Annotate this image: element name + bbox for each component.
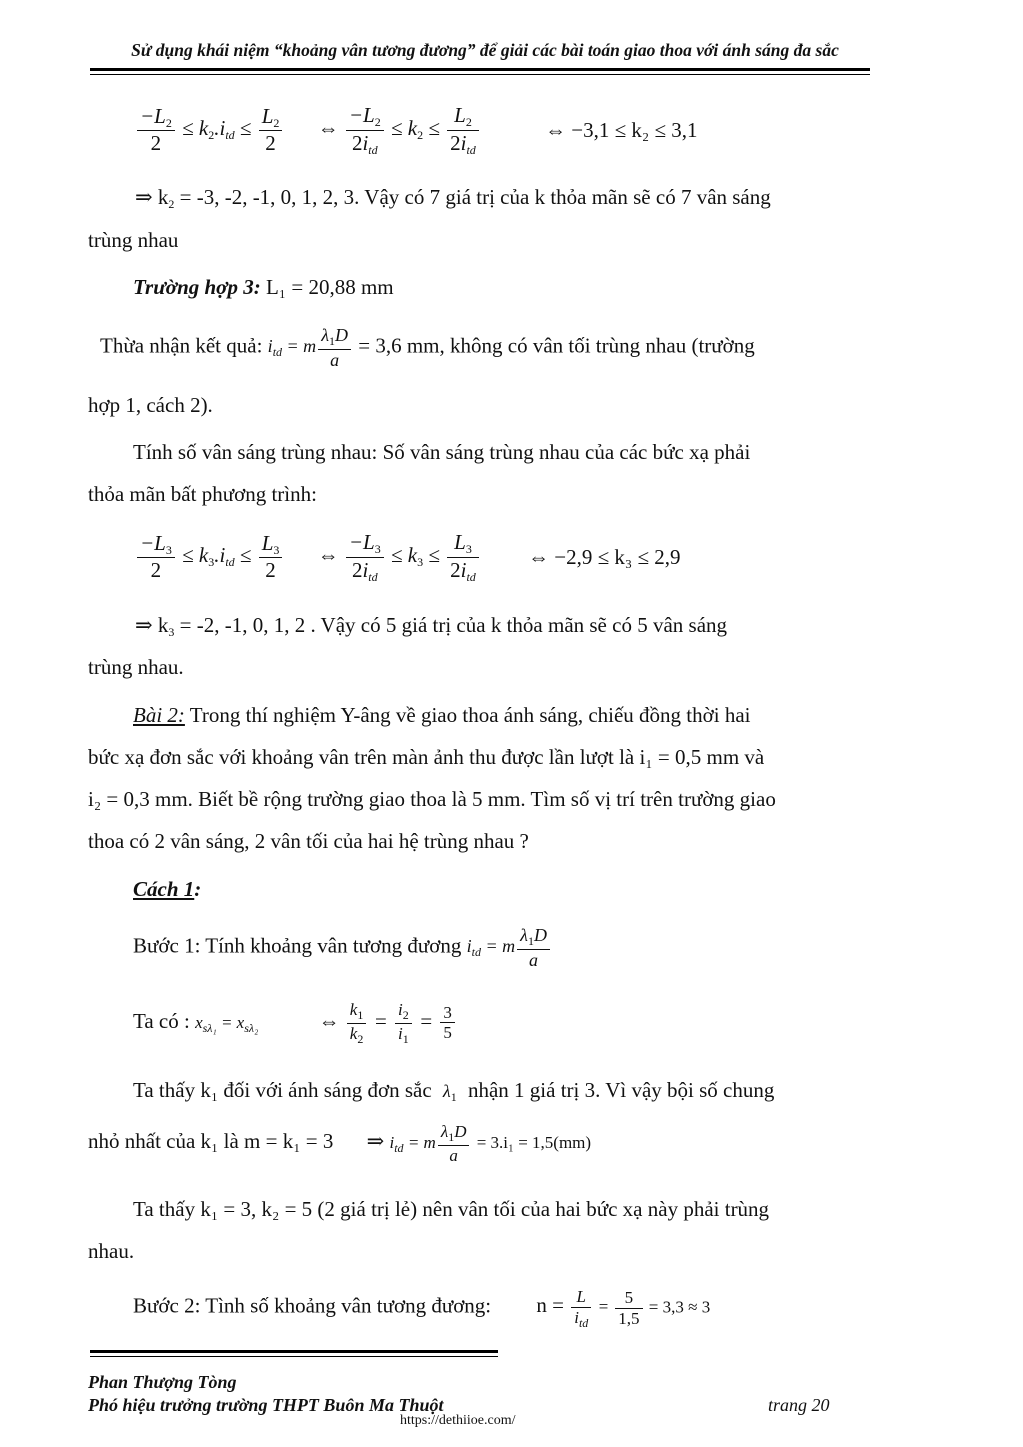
k2-values-cont: trùng nhau (88, 228, 179, 252)
header-rule-thin (90, 74, 870, 75)
step1-line: Bước 1: Tính khoảng vân tương đương $i_{td} = m$ $\frac{\lambda_1D}{a}$ (133, 925, 552, 971)
footer-url[interactable]: https://dethiioe.com/ (400, 1413, 516, 1428)
inequality-k3-result: ⇔ −2,9 ≤ k₃ ≤ 2,9 (528, 545, 681, 569)
k3-values-cont: trùng nhau. (88, 655, 184, 679)
bai2-line2: bức xạ đơn sắc với khoảng vân trên màn ảnh thu được lần lượt là i₁ = 0,5 mm và (88, 745, 765, 769)
footer-role: Phó hiệu trưởng trường THPT Buôn Ma Thuột (88, 1395, 444, 1415)
k-odd-line1: Ta thấy k₁ = 3, k₂ = 5 (2 giá trị lẻ) nên vân tối của hai bức xạ này phải trùng (133, 1197, 770, 1221)
footer-author: Phan Thượng Tòng (88, 1372, 237, 1392)
footer-rule-thick (90, 1350, 498, 1353)
page-header: Sử dụng khái niệm “khoảng vân tương đương” để giải các bài toán giao thoa với ánh sáng đa sắc (131, 40, 839, 60)
count-paragraph-line2: thỏa mãn bất phương trình: (88, 482, 317, 506)
bai2-line1: Bài 2: Trong thí nghiệm Y-âng về giao thoa ánh sáng, chiếu đồng thời hai (133, 703, 751, 727)
cach1-heading: Cách 1: (133, 877, 202, 901)
bai2-line4: thoa có 2 vân sáng, 2 vân tối của hai hệ trùng nhau ? (88, 829, 529, 853)
bai2-line3: i₂ = 0,3 mm. Biết bề rộng trường giao thoa là 5 mm. Tìm số vị trí trên trường giao (88, 787, 776, 811)
step2-line: Bước 2: Tình số khoảng vân tương đương: n = $\frac{L}{i_{td}}$ = $\frac{5}{1,5}$ = 3,3 ≈ 3 (133, 1287, 711, 1330)
see-k1-line1: Ta thấy k₁ đối với ánh sáng đơn sắc $\lambda_1$ nhận 1 giá trị 3. Vì vậy bội số chung (133, 1078, 775, 1104)
k2-values-line: ⇒ k2 = -3, -2, -1, 0, 1, 2, 3. Vậy có 7 giá trị của k thỏa mãn sẽ có 7 vân sáng (135, 185, 771, 211)
accept-result-line: Thừa nhận kết quả: $i_{td} = m$ $\frac{\lambda_1D}{a}$ = 3,6 mm, không có vân tối trùng nhau (trường (100, 325, 755, 370)
accept-result-cont: hợp 1, cách 2). (88, 393, 213, 417)
header-rule-thick (90, 68, 870, 71)
inequality-k2-result: ⇔ −3,1 ≤ k₂ ≤ 3,1 (545, 118, 698, 142)
count-paragraph-line1: Tính số vân sáng trùng nhau: Số vân sáng trùng nhau của các bức xạ phải (133, 440, 751, 464)
k-odd-line2: nhau. (88, 1239, 135, 1263)
inequality-k2: $\frac{-L2}{2}$ ≤ $k2.i_{td}$ ≤ $\frac{L2}{2}$ ⇔ $\frac{-L2}{2i_{td}}$ ≤ k2 ≤ $\frac{L2}{2i_{td}}$ (135, 103, 481, 157)
case3-heading: Trường hợp 3: L₁ = 20,88 mm (133, 275, 394, 299)
inequality-k3: $\frac{-L3}{2}$ ≤ $k3.i_{td}$ ≤ $\frac{L3}{2}$ ⇔ $\frac{-L3}{2i_{td}}$ ≤ k3 ≤ $\frac{L3}{2i_{td}}$ (135, 530, 481, 584)
footer-page-number: trang 20 (768, 1395, 830, 1415)
taco-line: Ta có : $x_{s\lambda_1} = x_{s\lambda_2}$ ⇔ $\frac{k_1}{k_2}$ = $\frac{i_2}{i_1}$ = $\frac{3}{5}$ (133, 1000, 457, 1046)
footer-rule-thin (90, 1356, 498, 1357)
see-k1-line2: nhỏ nhất của k₁ là m = k₁ = 3 ⇒ $i_{td} = m$ $\frac{\lambda_1D}{a}$ = 3.i₁ = 1,5(mm) (88, 1122, 592, 1165)
k3-values-line: ⇒ k3 = -2, -1, 0, 1, 2 . Vậy có 5 giá trị của k thỏa mãn sẽ có 5 vân sáng (135, 613, 728, 639)
